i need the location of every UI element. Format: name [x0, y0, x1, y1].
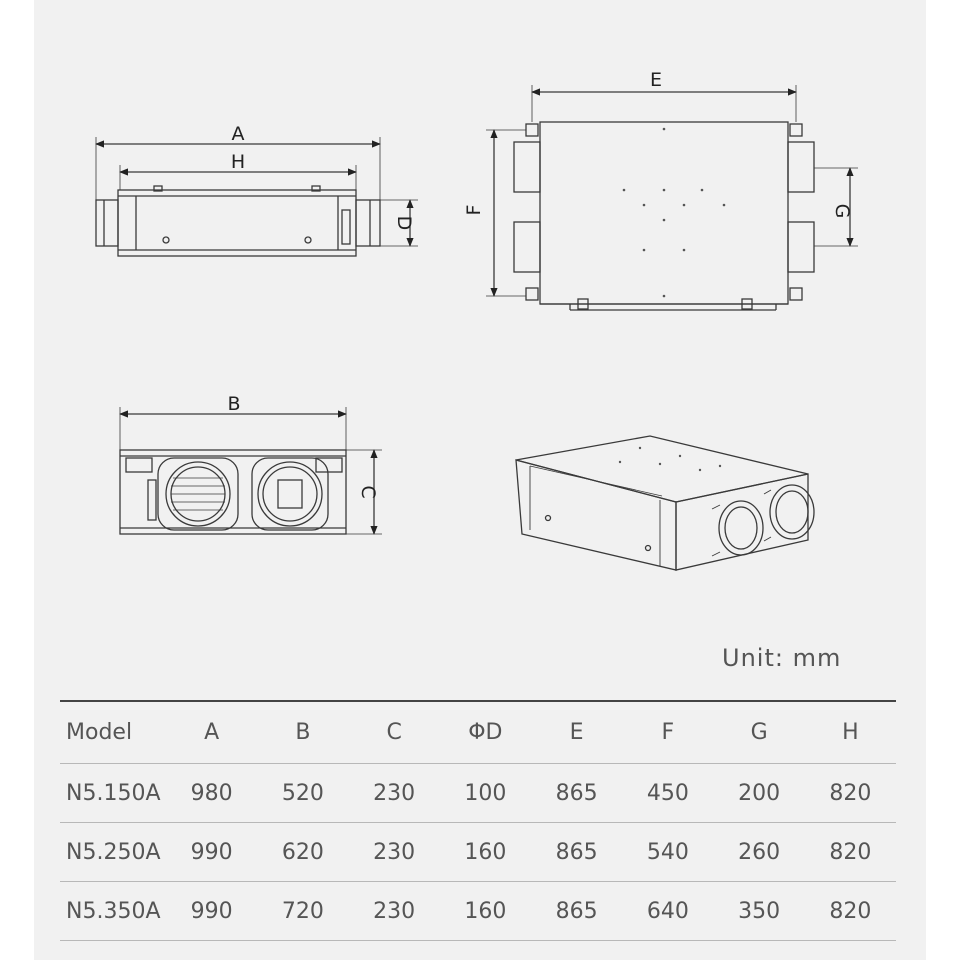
dimension-c-label: C	[357, 485, 379, 499]
table-cell: 260	[714, 823, 805, 882]
table-row	[60, 823, 896, 882]
right-duct	[356, 200, 380, 246]
dimension-h-label: H	[230, 151, 246, 173]
dimension-b-label: B	[227, 393, 241, 415]
dimension-g-label: G	[831, 203, 853, 219]
table-row	[60, 764, 896, 823]
table-cell-model: N5.350A	[60, 882, 166, 941]
table-cell: 980	[166, 764, 257, 823]
dimension-e-label: E	[649, 69, 663, 91]
top-body	[540, 122, 788, 304]
table-cell: 230	[349, 764, 440, 823]
top-view	[463, 69, 858, 310]
table-cell-model: N5.150A	[60, 764, 166, 823]
table-cell: 520	[257, 764, 348, 823]
column-header: ΦD	[440, 701, 531, 764]
column-header: F	[622, 701, 713, 764]
table-cell: 990	[166, 823, 257, 882]
table-cell: 230	[349, 823, 440, 882]
table-cell: 820	[805, 823, 896, 882]
table-cell: 160	[440, 882, 531, 941]
dimension-f-label: F	[463, 204, 485, 216]
table-cell: 100	[440, 764, 531, 823]
table-cell: 720	[257, 882, 348, 941]
table-cell: 160	[440, 823, 531, 882]
column-header: H	[805, 701, 896, 764]
table-cell: 350	[714, 882, 805, 941]
table-cell: 865	[531, 823, 622, 882]
port-left-bottom	[514, 222, 540, 272]
isometric-view	[516, 436, 814, 570]
table-cell: 620	[257, 823, 348, 882]
port-left-top	[514, 142, 540, 192]
table-cell: 865	[531, 882, 622, 941]
table-cell-model: N5.250A	[60, 823, 166, 882]
table-cell: 990	[166, 882, 257, 941]
table-cell: 820	[805, 882, 896, 941]
table-cell: 820	[805, 764, 896, 823]
table-cell: 540	[622, 823, 713, 882]
column-header: C	[349, 701, 440, 764]
table-cell: 865	[531, 764, 622, 823]
column-header: G	[714, 701, 805, 764]
side-view	[96, 123, 418, 256]
table-header-row	[60, 701, 896, 764]
front-view	[120, 393, 382, 534]
column-header: Model	[60, 701, 166, 764]
table-row	[60, 882, 896, 941]
dimension-d-label: D	[393, 215, 415, 231]
left-duct	[96, 200, 118, 246]
port-right-bottom	[788, 222, 814, 272]
table-cell: 230	[349, 882, 440, 941]
unit-label: Unit: mm	[722, 644, 842, 672]
dimension-a-label: A	[231, 123, 245, 145]
iso-top-face	[516, 436, 808, 502]
column-header: E	[531, 701, 622, 764]
column-header: A	[166, 701, 257, 764]
spec-table	[60, 700, 896, 941]
iso-front-face	[516, 460, 676, 570]
column-header: B	[257, 701, 348, 764]
table-cell: 450	[622, 764, 713, 823]
table-cell: 640	[622, 882, 713, 941]
side-body	[118, 190, 356, 256]
port-right-top	[788, 142, 814, 192]
table-cell: 200	[714, 764, 805, 823]
